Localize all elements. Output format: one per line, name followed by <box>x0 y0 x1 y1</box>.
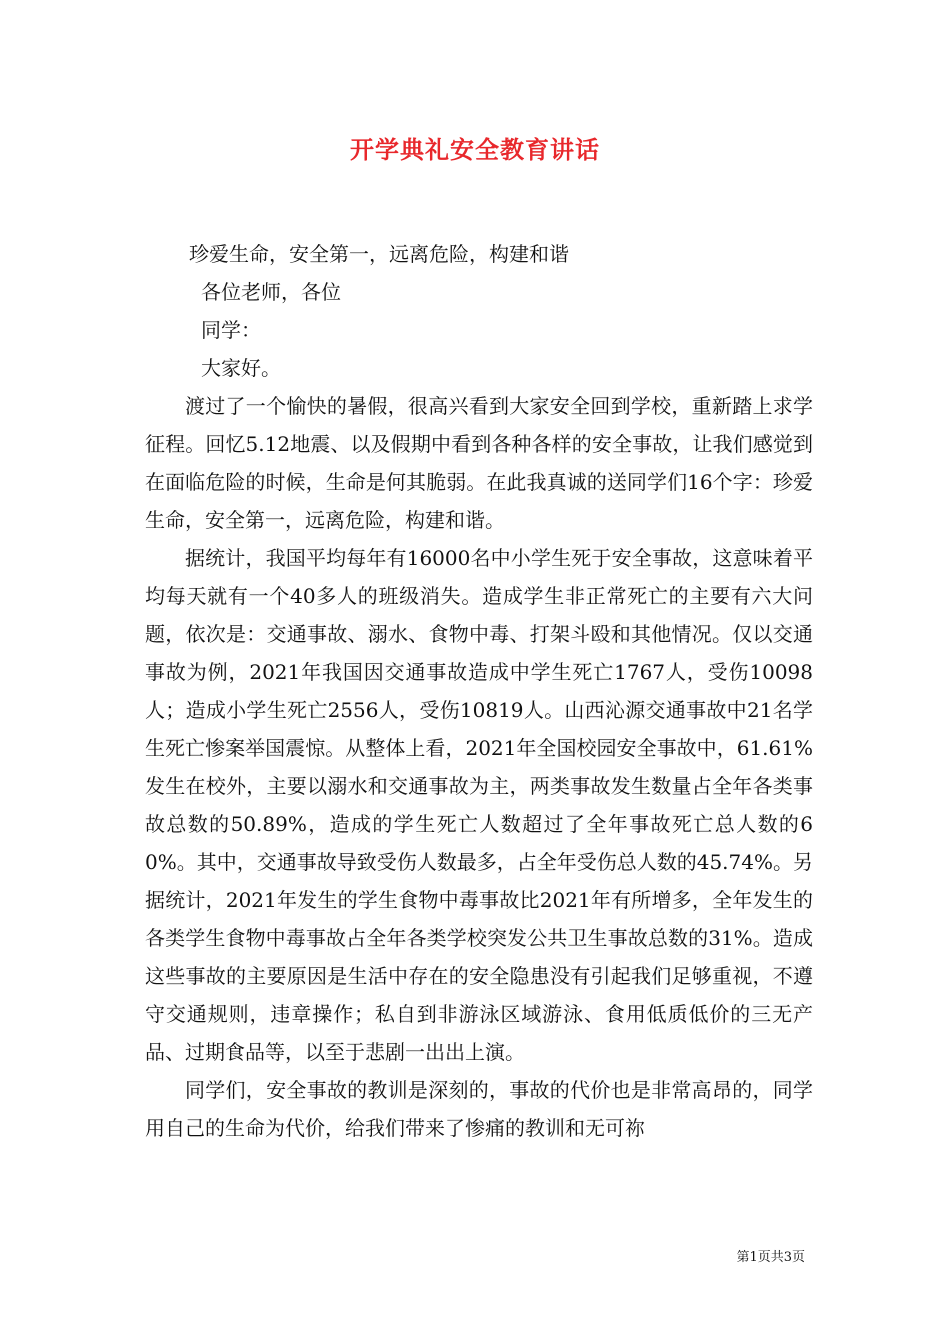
document-title: 开学典礼安全教育讲话 <box>350 135 600 164</box>
document-body <box>145 235 813 1147</box>
body-paragraph: 同学们，安全事故的教训是深刻的，事故的代价也是非常高昂的，同学用自己的生命为代价，给我们带来了惨痛的教训和无可祢 <box>145 1078 813 1140</box>
theme-line: 珍爱生命，安全第一，远离危险，构建和谐 <box>189 242 569 266</box>
page-indicator: 第1页共3页 <box>736 1250 805 1265</box>
salutation-line-1: 各位老师，各位 <box>201 280 341 304</box>
salutation-line-2: 同学： <box>201 318 261 342</box>
body-paragraph: 渡过了一个愉快的暑假，很高兴看到大家安全回到学校，重新踏上求学征程。回忆5.12地震、以及假期中看到各种各样的安全事故，让我们感觉到在面临危险的时候，生命是何其脆弱。在此我真诚的送同学们16个字：珍爱生命，安全第一，远离危险，构建和谐。 <box>145 394 813 532</box>
greeting-line: 大家好。 <box>201 356 281 380</box>
body-paragraph: 据统计，我国平均每年有16000名中小学生死于安全事故，这意味着平均每天就有一个40多人的班级消失。造成学生非正常死亡的主要有六大问题，依次是：交通事故、溺水、食物中毒、打架斗殴和其他情况。仅以交通事故为例，2021年我国因交通事故造成中学生死亡1767人，受伤10098人；造成小学生死亡2556人，受伤10819人。山西沁源交通事故中21名学生死亡惨案举国震惊。从整体上看，2021年全国校园安全事故中，61.61%发生在校外，主要以溺水和交通事故为主，两类事故发生数量占全年各类事故总数的50.89%，造成的学生死亡人数超过了全年事故死亡总人数的60%。其中，交通事故导致受伤人数最多，占全年受伤总人数的45.74%。另据统计，2021年发生的学生食物中毒事故比2021年有所增多，全年发生的各类学生食物中毒事故占全年各类学校突发公共卫生事故总数的31%。造成这些事故的主要原因是生活中存在的安全隐患没有引起我们足够重视，不遵守交通规则，违章操作；私自到非游泳区域游泳、食用低质低价的三无产品、过期食品等，以至于悲剧一出出上演。 <box>145 546 813 1064</box>
